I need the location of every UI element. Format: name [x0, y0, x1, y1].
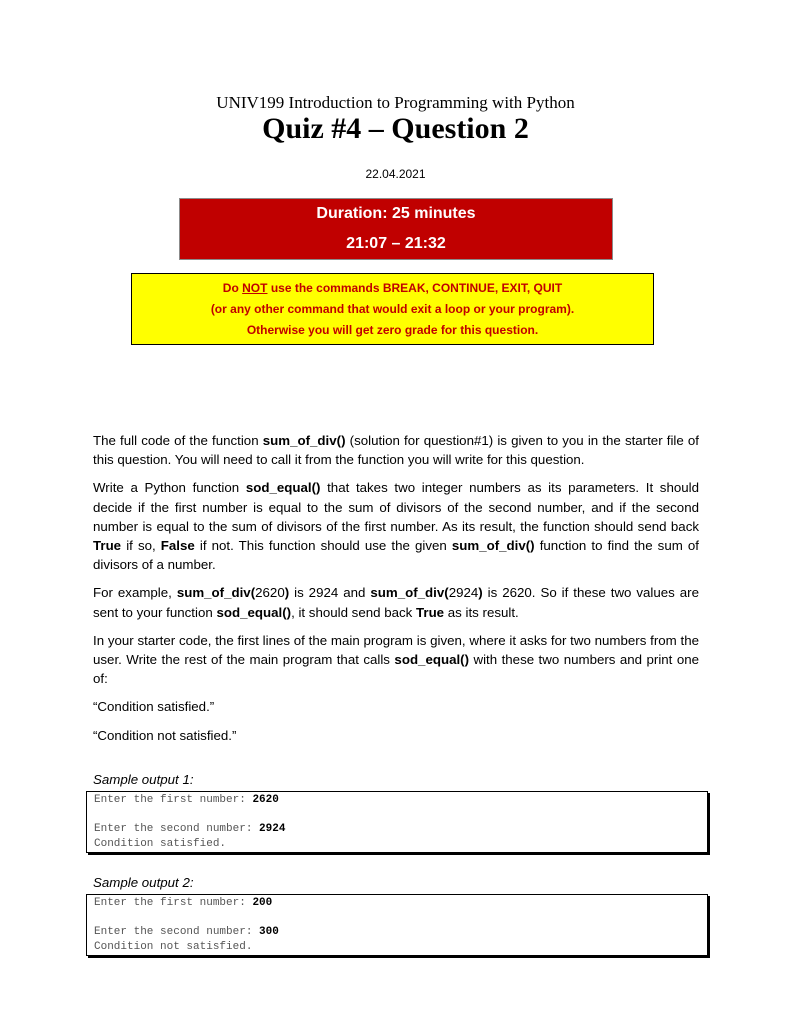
warning-text: use the commands BREAK, CONTINUE, EXIT, QUIT — [267, 281, 563, 295]
warning-line-2: (or any other command that would exit a loop or your program). — [210, 302, 575, 316]
sample-line — [94, 926, 279, 938]
input-value: 300 — [259, 926, 279, 938]
paragraph-5: “Condition satisfied.” — [93, 699, 215, 715]
paragraph-1 — [93, 431, 699, 469]
duration-box — [179, 198, 613, 260]
sample-line — [94, 794, 279, 806]
text: For example, — [93, 585, 177, 601]
code-ref: True — [416, 604, 445, 620]
sample-output-2-box — [86, 894, 708, 956]
text: if so, — [121, 538, 161, 554]
code-ref: sod_equal() — [245, 480, 321, 496]
code-ref: sum_of_div( — [370, 585, 449, 601]
paragraph-6: “Condition not satisfied.” — [93, 727, 237, 743]
sample-result: Condition satisfied. — [94, 838, 227, 850]
prompt-text: Enter the second number: — [94, 926, 260, 938]
warning-box — [131, 273, 654, 345]
duration-time: 21:07 – 21:32 — [346, 235, 446, 252]
text: 2620 — [255, 585, 285, 601]
paragraph-4 — [93, 631, 699, 689]
warning-line-1 — [132, 278, 653, 299]
sample-output-2-label: Sample output 2: — [93, 875, 194, 890]
sample-output-1-label: Sample output 1: — [93, 772, 194, 787]
text: as its result. — [444, 604, 519, 620]
prompt-text: Enter the first number: — [94, 897, 253, 909]
sample-line — [94, 823, 285, 835]
text: with these two numbers and print one of: — [93, 652, 700, 687]
quiz-date: 22.04.2021 — [365, 167, 426, 181]
sample-line — [94, 897, 272, 909]
code-ref: sum_of_div( — [176, 585, 256, 601]
paragraph-2 — [93, 478, 699, 574]
sample-output-1-box — [86, 791, 708, 853]
code-ref: False — [160, 538, 195, 554]
prompt-text: Enter the second number: — [94, 823, 260, 835]
text: is 2924 and — [289, 585, 371, 601]
text: if not. This function should use the given — [194, 538, 452, 554]
code-ref: sum_of_div() — [262, 433, 346, 448]
warning-text: Do — [222, 281, 243, 295]
code-ref: sum_of_div() — [451, 538, 535, 554]
text: The full code of the function — [93, 433, 263, 448]
question-body — [93, 431, 699, 754]
paragraph-3 — [93, 583, 699, 621]
text: (solution for question#1) is given to you in the starter file of this question. You will need to call it from the function you will write for this question. — [93, 433, 699, 468]
input-value: 2924 — [259, 823, 286, 835]
course-title: UNIV199 Introduction to Programming with Python — [216, 93, 575, 112]
code-ref: sod_equal() — [216, 604, 292, 620]
text: Write a Python function — [93, 480, 246, 496]
code-ref: ) — [478, 585, 483, 601]
code-ref: True — [93, 538, 122, 554]
input-value: 2620 — [252, 794, 279, 806]
text: is 2620. So if these two values are sent to your function — [93, 585, 699, 620]
text: function to find the sum of divisors of a number. — [93, 538, 699, 573]
text: In your starter code, the first lines of the main program is given, where it asks for two numbers from the user. Write the rest of the main program that calls — [93, 632, 699, 668]
text: , it should send back — [291, 604, 416, 620]
warning-not: NOT — [242, 281, 268, 295]
prompt-text: Enter the first number: — [94, 794, 253, 806]
warning-line-3: Otherwise you will get zero grade for this question. — [246, 323, 539, 337]
page-title: Quiz #4 – Question 2 — [262, 112, 529, 145]
sample-result: Condition not satisfied. — [94, 941, 253, 953]
duration-label: Duration: 25 minutes — [316, 205, 476, 222]
input-value: 200 — [252, 897, 273, 909]
text: that takes two integer numbers as its parameters. It should decide if the first number is equal to the sum of divisors of the second number, and if the second number is equal to the sum of divisors of the first number. As its result, the function should send back — [93, 480, 699, 534]
text: 2924 — [448, 585, 479, 601]
code-ref: ) — [284, 585, 290, 601]
code-ref: sod_equal() — [394, 652, 470, 668]
